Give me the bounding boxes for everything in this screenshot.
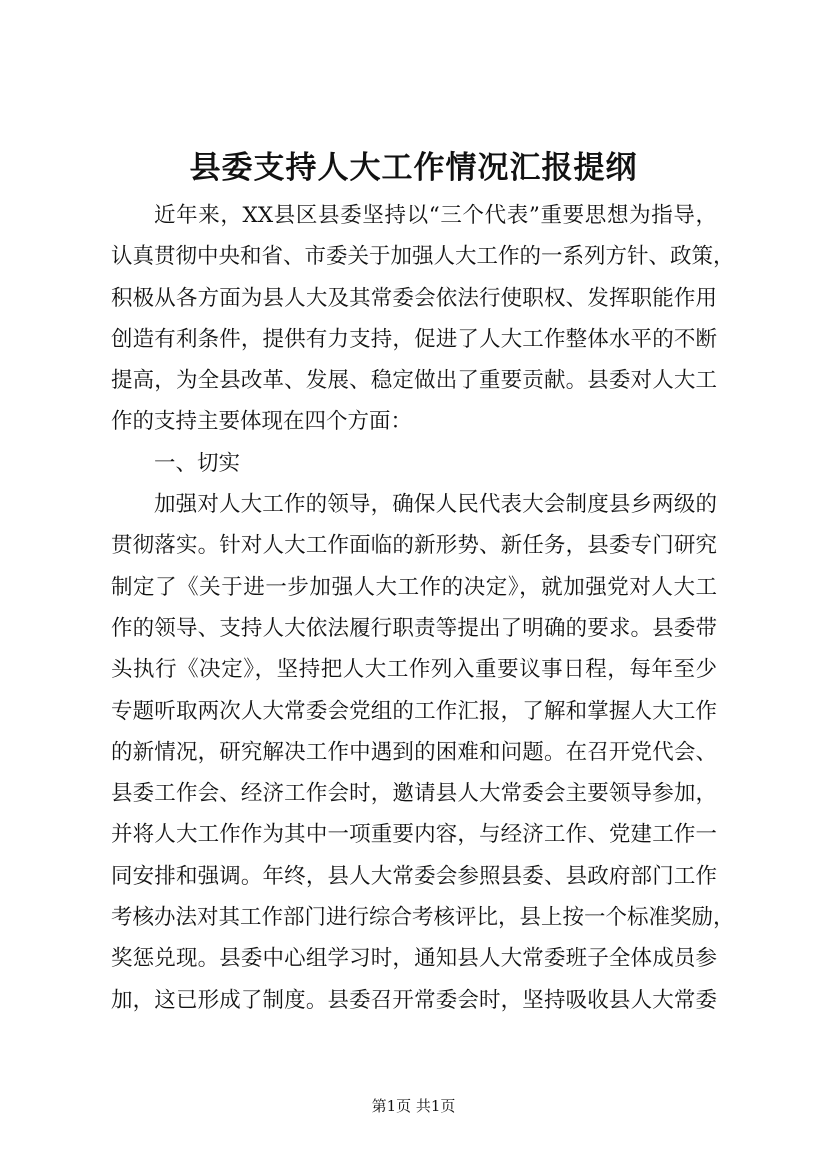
section-heading: 一、切实 [154,450,241,476]
paragraph-line: 近年来，XX县区县委坚持以“三个代表”重要思想为指导， [154,203,717,228]
paragraph-line: 专题听取两次人大常委会党组的工作汇报，了解和掌握人大工作 [111,698,717,724]
paragraph-line: 创造有利条件，提供有力支持，促进了人大工作整体水平的不断 [111,326,717,352]
paragraph-line: 制定了《关于进一步加强人大工作的决定》，就加强党对人大工 [111,574,717,600]
paragraph-line: 积极从各方面为县人大及其常委会依法行使职权、发挥职能作用 [111,285,717,311]
paragraph-line: 加强对人大工作的领导，确保人民代表大会制度县乡两级的 [154,492,717,518]
paragraph-line: 作的支持主要体现在四个方面： [111,409,413,435]
paragraph-line: 并将人大工作作为其中一项重要内容，与经济工作、党建工作一 [111,822,717,848]
page-number-footer: 第1页 共1页 [371,1097,456,1115]
paragraph-line: 考核办法对其工作部门进行综合考核评比，县上按一个标准奖励， [111,905,735,931]
paragraph-line: 作的领导、支持人大依法履行职责等提出了明确的要求。县委带 [111,615,717,641]
paragraph-line: 提高，为全县改革、发展、稳定做出了重要贡献。县委对人大工 [111,368,717,394]
paragraph-line: 县委工作会、经济工作会时，邀请县人大常委会主要领导参加， [111,781,717,807]
document-body [111,195,735,1021]
paragraph-line: 同安排和强调。年终，县人大常委会参照县委、县政府部门工作 [111,863,717,889]
paragraph-line: 加，这已形成了制度。县委召开常委会时，坚持吸收县人大常委 [111,987,717,1013]
document-title: 县委支持人大工作情况汇报提纲 [189,150,638,186]
paragraph-line: 认真贯彻中央和省、市委关于加强人大工作的一系列方针、政策， [111,244,735,270]
paragraph-line: 的新情况，研究解决工作中遇到的困难和问题。在召开党代会、 [111,739,717,765]
paragraph-line: 贯彻落实。针对人大工作面临的新形势、新任务，县委专门研究 [111,533,717,559]
paragraph-line: 头执行《决定》，坚持把人大工作列入重要议事日程，每年至少 [111,657,717,683]
paragraph-line: 奖惩兑现。县委中心组学习时，通知县人大常委班子全体成员参 [111,946,717,972]
